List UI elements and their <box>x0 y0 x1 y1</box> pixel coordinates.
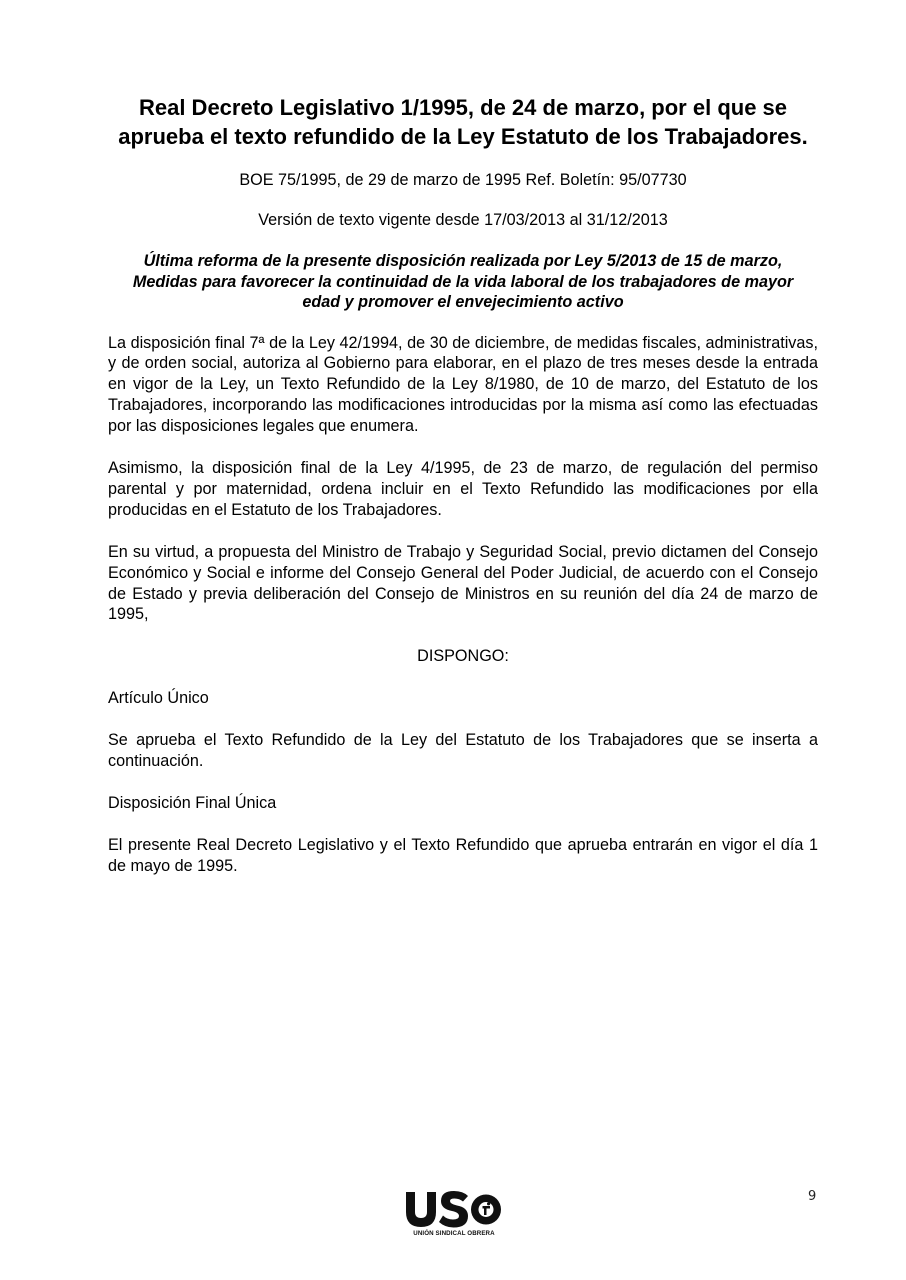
document-body <box>108 94 818 877</box>
boe-reference: BOE 75/1995, de 29 de marzo de 1995 Ref. Boletín: 95/07730 <box>239 171 687 189</box>
uso-logo-icon <box>402 1188 506 1240</box>
version-line: Versión de texto vigente desde 17/03/2013 al 31/12/2013 <box>258 211 668 229</box>
logo-caption: UNIÓN SINDICAL OBRERA <box>413 1230 495 1237</box>
final-disposition-text: El presente Real Decreto Legislativo y el Texto Refundido que aprueba entrarán en vigor el día 1 de mayo de 1995. <box>108 835 818 875</box>
paragraph-3: En su virtud, a propuesta del Ministro de Trabajo y Seguridad Social, previo dictamen del Consejo Económico y Social e informe del Consejo General del Poder Judicial, de acuerdo con el Consejo de Estado y previa deliberación del Consejo de Ministros en su reunión del día 24 de marzo de 1995, <box>108 542 818 624</box>
uso-logo-mark <box>402 1188 506 1230</box>
paragraph-2: Asimismo, la disposición final de la Ley 4/1995, de 23 de marzo, de regulación del permiso parental y por maternidad, ordena incluir en el Texto Refundido las modificaciones por ella producidas en el Estatuto de los Trabajadores. <box>108 459 818 519</box>
last-reform-note: Última reforma de la presente disposición realizada por Ley 5/2013 de 15 de marzo, Medidas para favorecer la continuidad de la vida laboral de los trabajadores de mayor edad y promover el envejecimiento activo <box>132 252 794 311</box>
document-title: Real Decreto Legislativo 1/1995, de 24 de marzo, por el que se aprueba el texto refundido de la Ley Estatuto de los Trabajadores. <box>118 95 808 149</box>
final-disposition-heading: Disposición Final Única <box>108 794 277 812</box>
paragraph-1: La disposición final 7ª de la Ley 42/1994, de 30 de diciembre, de medidas fiscales, administrativas, y de orden social, autoriza al Gobierno para elaborar, en el plazo de tres meses desde la entrada en vigor de la Ley, un Texto Refundido de la Ley 8/1980, de 10 de marzo, del Estatuto de los Trabajadores, incorporando las modificaciones introducidas por la misma así como las efectuadas por las disposiciones legales que enumera. <box>108 333 818 436</box>
page-number: 9 <box>808 1189 817 1204</box>
article-heading: Artículo Único <box>108 689 209 708</box>
dispongo-heading: DISPONGO: <box>417 647 509 666</box>
article-text: Se aprueba el Texto Refundido de la Ley del Estatuto de los Trabajadores que se inserta a continuación. <box>108 731 818 771</box>
